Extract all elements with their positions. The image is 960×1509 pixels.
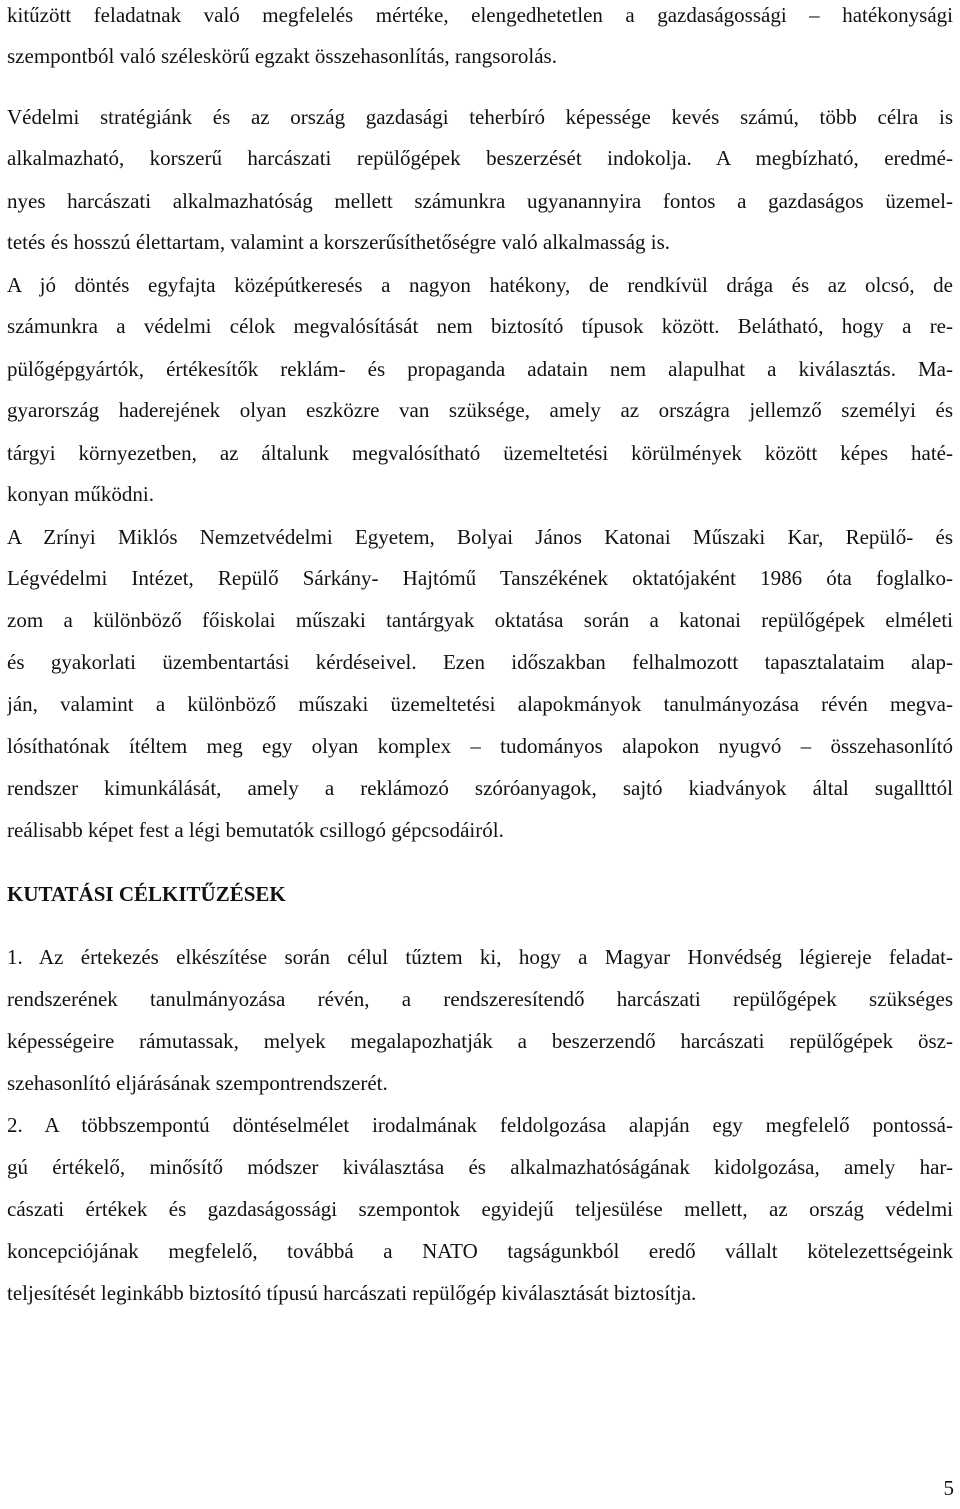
paragraph-3-line-8: reálisabb képet fest a légi bemutatók csillogó gépcsodáiról.	[7, 818, 504, 842]
paragraph-2-line-9: tárgyi környezetben, az általunk megvalósítható üzemeltetési körülmények között képes haté-	[7, 441, 953, 465]
objective-2-line-5: teljesítését leginkább biztosító típusú harcászati repülőgép kiválasztását biztosítja.	[7, 1281, 697, 1305]
page-number: 5	[943, 1476, 954, 1500]
paragraph-3-line-7: rendszer kimunkálását, amely a reklámozó szóróanyagok, sajtó kiadványok által sugallttól	[7, 776, 953, 800]
paragraph-1-line-2: szempontból való széleskörű egzakt összehasonlítás, rangsorolás.	[7, 44, 557, 68]
objective-2-line-4: koncepciójának megfelelő, továbbá a NATO tagságunkból eredő vállalt kötelezettségeink	[7, 1239, 953, 1263]
objective-1-line-3: képességeire rámutassak, melyek megalapozhatják a beszerzendő harcászati repülőgépek ösz-	[7, 1029, 953, 1053]
section-heading: KUTATÁSI CÉLKITŰZÉSEK	[7, 882, 286, 906]
objective-2-line-2: gú értékelő, minősítő módszer kiválasztása és alkalmazhatóságának kidolgozása, amely har-	[7, 1155, 953, 1179]
objective-2-line-3: cászati értékek és gazdaságossági szempontok egyidejű teljesülése mellett, az ország védelmi	[7, 1197, 953, 1221]
paragraph-3-line-1: A Zrínyi Miklós Nemzetvédelmi Egyetem, Bolyai János Katonai Műszaki Kar, Repülő- és	[7, 525, 953, 549]
paragraph-1-line-1: kitűzött feladatnak való megfelelés mértéke, elengedhetetlen a gazdaságossági – hatékonysági	[7, 3, 953, 27]
objective-1-line-4: szehasonlító eljárásának szempontrendszerét.	[7, 1071, 388, 1095]
objective-2-line-1: 2. A többszempontú döntéselmélet irodalmának feldolgozása alapján egy megfelelő pontossá-	[7, 1113, 953, 1137]
paragraph-3-line-6: lósíthatónak ítéltem meg egy olyan komplex – tudományos alapokon nyugvó – összehasonlító	[7, 734, 953, 758]
paragraph-2-line-7: pülőgépgyártók, értékesítők reklám- és propaganda adatain nem alapulhat a kiválasztás. Ma-	[7, 357, 953, 381]
objective-1-line-1: 1. Az értekezés elkészítése során célul tűztem ki, hogy a Magyar Honvédség légiereje feladat-	[7, 945, 953, 969]
paragraph-2-line-10: konyan működni.	[7, 482, 154, 506]
paragraph-2-line-5: A jó döntés egyfajta középútkeresés a nagyon hatékony, de rendkívül drága és az olcsó, de	[7, 273, 953, 297]
paragraph-2-line-3: nyes harcászati alkalmazhatóság mellett számunkra ugyanannyira fontos a gazdaságos üzemel-	[7, 189, 953, 213]
paragraph-3-line-2: Légvédelmi Intézet, Repülő Sárkány- Hajtómű Tanszékének oktatójaként 1986 óta foglalko-	[7, 566, 953, 590]
paragraph-3-line-4: és gyakorlati üzembentartási kérdéseivel. Ezen időszakban felhalmozott tapasztalataim alap-	[7, 650, 953, 674]
paragraph-3-line-5: ján, valamint a különböző műszaki üzemeltetési alapokmányok tanulmányozása révén megva-	[7, 692, 953, 716]
paragraph-2-line-6: számunkra a védelmi célok megvalósítását nem biztosító típusok között. Belátható, hogy a re-	[7, 314, 953, 338]
paragraph-2-line-8: gyarország haderejének olyan eszközre van szüksége, amely az országra jellemző személyi és	[7, 398, 953, 422]
paragraph-3-line-3: zom a különböző főiskolai műszaki tantárgyak oktatása során a katonai repülőgépek elméleti	[7, 608, 953, 632]
paragraph-2-line-2: alkalmazható, korszerű harcászati repülőgépek beszerzését indokolja. A megbízható, eredmé-	[7, 146, 953, 170]
paragraph-2-line-1: Védelmi stratégiánk és az ország gazdasági teherbíró képessége kevés számú, több célra is	[7, 105, 953, 129]
objective-1-line-2: rendszerének tanulmányozása révén, a rendszeresítendő harcászati repülőgépek szükséges	[7, 987, 953, 1011]
paragraph-2-line-4: tetés és hosszú élettartam, valamint a korszerűsíthetőségre való alkalmasság is.	[7, 230, 671, 254]
